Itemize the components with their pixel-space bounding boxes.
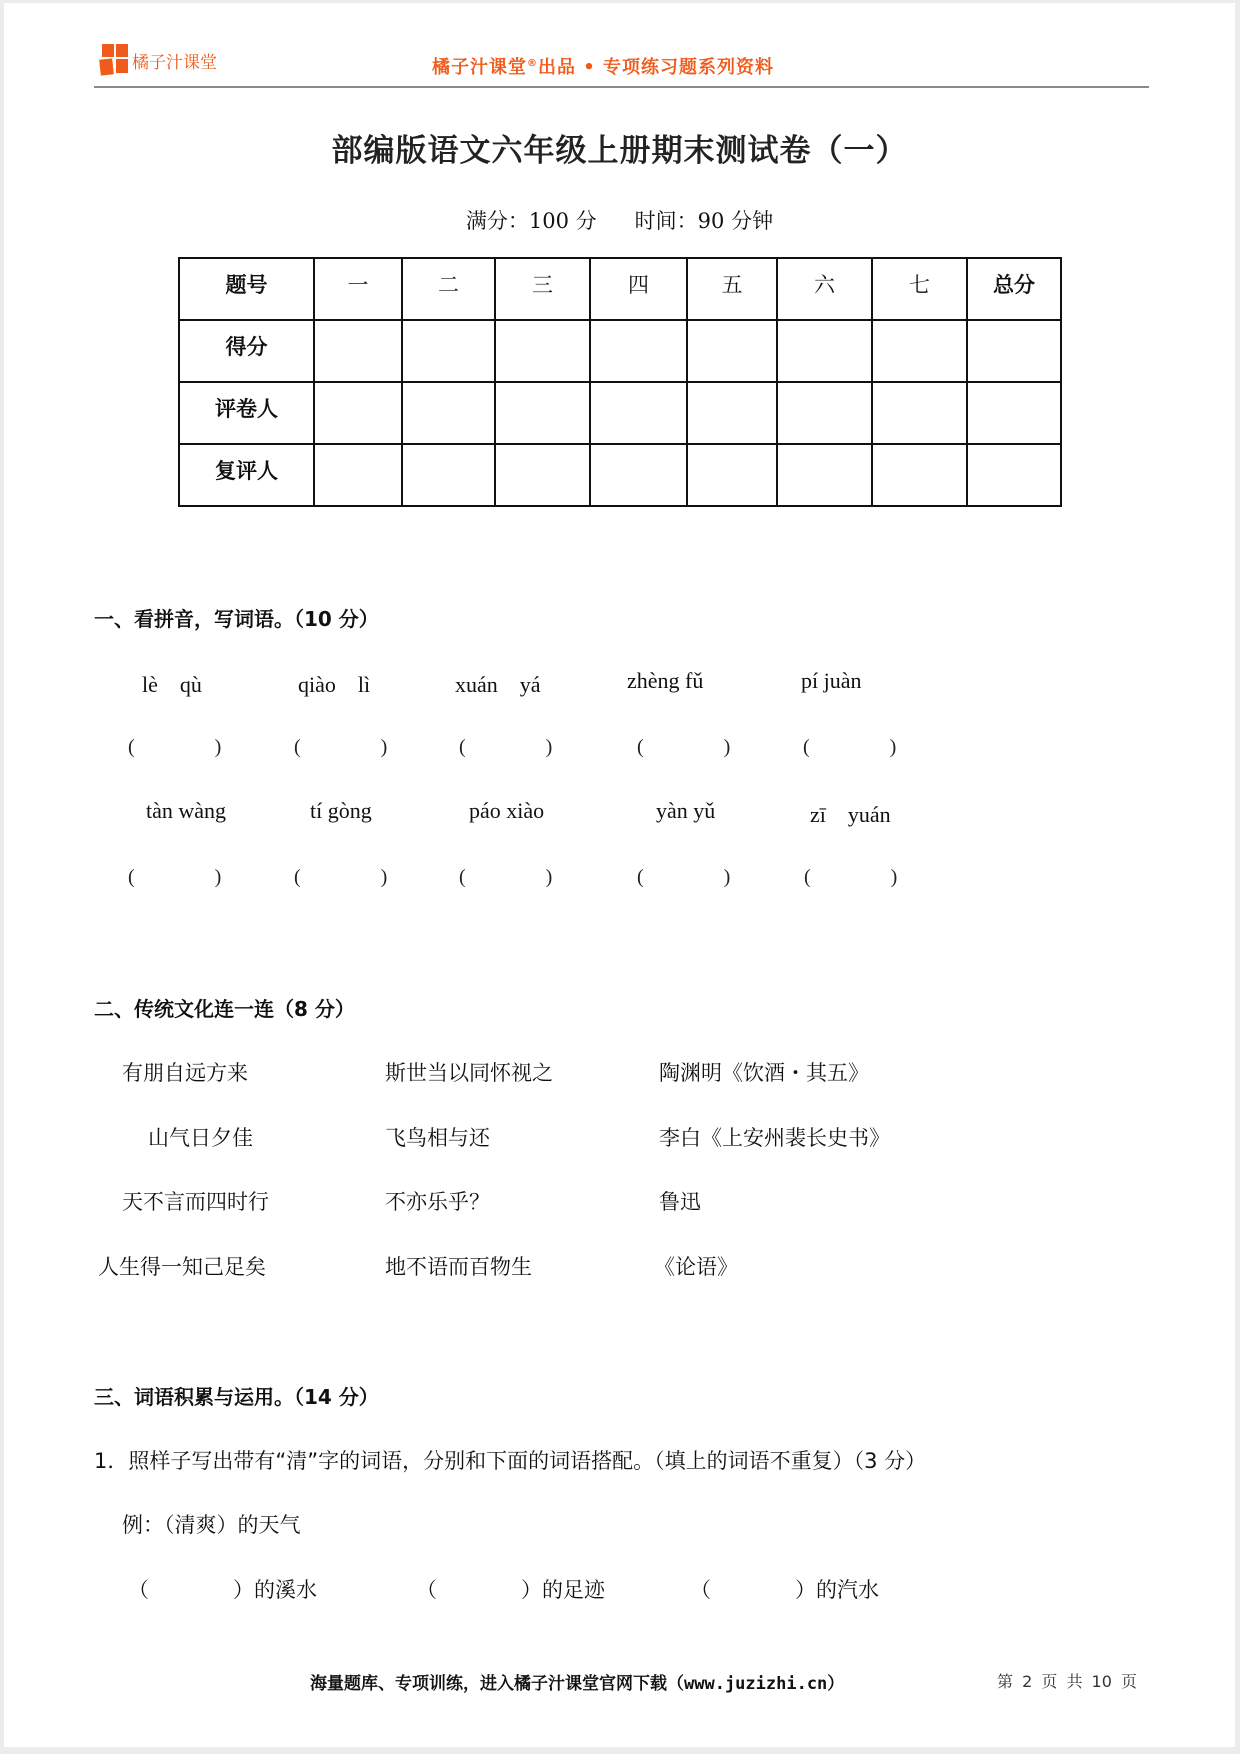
answer-blank[interactable]: ( ) xyxy=(459,866,553,888)
score-cell xyxy=(314,444,402,506)
score-cell xyxy=(314,382,402,444)
full-score: 满分：100 分 xyxy=(465,209,597,233)
match-item-right: 陶渊明《饮酒・其五》 xyxy=(659,1061,869,1085)
pinyin-item: zī yuán xyxy=(810,802,891,827)
header-divider xyxy=(94,86,1149,88)
fill-blank-item: （ ）的足迹 xyxy=(416,1578,605,1602)
exam-info xyxy=(4,205,1235,235)
match-item-middle: 地不语而百物生 xyxy=(385,1255,532,1279)
score-cell xyxy=(402,444,495,506)
fill-blank-item: （ ）的汽水 xyxy=(690,1578,879,1602)
pinyin-item: xuán yá xyxy=(455,672,541,697)
score-cell xyxy=(777,444,872,506)
score-cell xyxy=(967,444,1061,506)
column-header: 三 xyxy=(495,258,590,320)
score-cell xyxy=(687,320,777,382)
match-item-left: 有朋自远方来 xyxy=(122,1061,248,1085)
table-row xyxy=(179,382,1061,444)
pinyin-item: zhèng fǔ xyxy=(627,668,704,693)
match-item-left: 天不言而四时行 xyxy=(122,1190,269,1214)
exam-time: 时间：90 分钟 xyxy=(634,209,774,233)
match-item-right: 李白《上安州裴长史书》 xyxy=(659,1126,890,1150)
header-slogan: 橘子汁课堂®出品 • 专项练习题系列资料 xyxy=(432,57,775,78)
score-cell xyxy=(967,320,1061,382)
score-table-header-row xyxy=(179,258,1061,320)
answer-blank[interactable]: ( ) xyxy=(804,866,898,888)
score-cell xyxy=(495,444,590,506)
match-item-middle: 斯世当以同怀视之 xyxy=(385,1061,553,1085)
pinyin-item: qiào lì xyxy=(298,672,371,697)
match-item-middle: 飞鸟相与还 xyxy=(385,1126,490,1150)
pinyin-item: páo xiào xyxy=(469,798,545,823)
match-item-middle: 不亦乐乎？ xyxy=(385,1190,490,1214)
pinyin-item: yàn yǔ xyxy=(656,798,716,823)
row-label: 评卷人 xyxy=(179,382,314,444)
score-cell xyxy=(777,320,872,382)
match-item-right: 鲁迅 xyxy=(659,1190,701,1214)
footer-promo: 海量题库、专项训练，进入橘子汁课堂官网下载（www.juzizhi.cn） xyxy=(310,1674,845,1694)
row-label: 复评人 xyxy=(179,444,314,506)
answer-blank[interactable]: ( ) xyxy=(637,736,731,758)
pinyin-item: lè qù xyxy=(142,672,202,697)
score-cell xyxy=(314,320,402,382)
score-cell xyxy=(590,382,687,444)
match-item-left: 山气日夕佳 xyxy=(148,1126,253,1150)
document-page xyxy=(4,3,1235,1747)
column-header: 总分 xyxy=(967,258,1061,320)
score-cell xyxy=(402,382,495,444)
question-1: 1．照样子写出带有“清”字的词语，分别和下面的词语搭配。（填上的词语不重复）（3 分） xyxy=(94,1449,927,1473)
answer-blank[interactable]: （ ） xyxy=(690,1578,816,1602)
column-header: 七 xyxy=(872,258,967,320)
score-table xyxy=(178,257,1062,507)
answer-blank[interactable]: ( ) xyxy=(459,736,553,758)
score-cell xyxy=(872,444,967,506)
answer-blank[interactable]: ( ) xyxy=(294,736,388,758)
row-label: 得分 xyxy=(179,320,314,382)
score-cell xyxy=(590,444,687,506)
score-cell xyxy=(967,382,1061,444)
answer-blank[interactable]: （ ） xyxy=(128,1578,254,1602)
brand-logo-icon xyxy=(96,44,128,76)
column-header: 四 xyxy=(590,258,687,320)
column-header: 题号 xyxy=(179,258,314,320)
fill-blank-item: （ ）的溪水 xyxy=(128,1578,317,1602)
score-cell xyxy=(495,382,590,444)
pinyin-item: pí juàn xyxy=(801,668,862,693)
column-header: 二 xyxy=(402,258,495,320)
brand-name: 橘子汁课堂 xyxy=(132,53,217,73)
table-row xyxy=(179,320,1061,382)
answer-blank[interactable]: ( ) xyxy=(803,736,897,758)
section-3-title: 三、词语积累与运用。（14 分） xyxy=(94,1385,379,1409)
pinyin-item: tàn wàng xyxy=(146,798,227,823)
column-header: 六 xyxy=(777,258,872,320)
score-cell xyxy=(687,382,777,444)
score-cell xyxy=(495,320,590,382)
page-number: 第 2 页 共 10 页 xyxy=(997,1672,1137,1691)
score-cell xyxy=(687,444,777,506)
score-cell xyxy=(777,382,872,444)
column-header: 五 xyxy=(687,258,777,320)
answer-blank[interactable]: ( ) xyxy=(128,736,222,758)
match-item-right: 《论语》 xyxy=(654,1255,738,1279)
score-cell xyxy=(590,320,687,382)
section-2-title: 二、传统文化连一连（8 分） xyxy=(94,997,355,1021)
table-row xyxy=(179,444,1061,506)
score-cell xyxy=(872,382,967,444)
example-text: 例：（清爽）的天气 xyxy=(122,1513,301,1537)
score-cell xyxy=(872,320,967,382)
pinyin-item: tí gòng xyxy=(310,798,372,823)
answer-blank[interactable]: ( ) xyxy=(637,866,731,888)
match-item-left: 人生得一知己足矣 xyxy=(98,1255,266,1279)
page-title: 部编版语文六年级上册期末测试卷（一） xyxy=(331,133,908,169)
section-1-title: 一、看拼音，写词语。（10 分） xyxy=(94,607,379,631)
answer-blank[interactable]: ( ) xyxy=(294,866,388,888)
column-header: 一 xyxy=(314,258,402,320)
score-cell xyxy=(402,320,495,382)
answer-blank[interactable]: （ ） xyxy=(416,1578,542,1602)
answer-blank[interactable]: ( ) xyxy=(128,866,222,888)
